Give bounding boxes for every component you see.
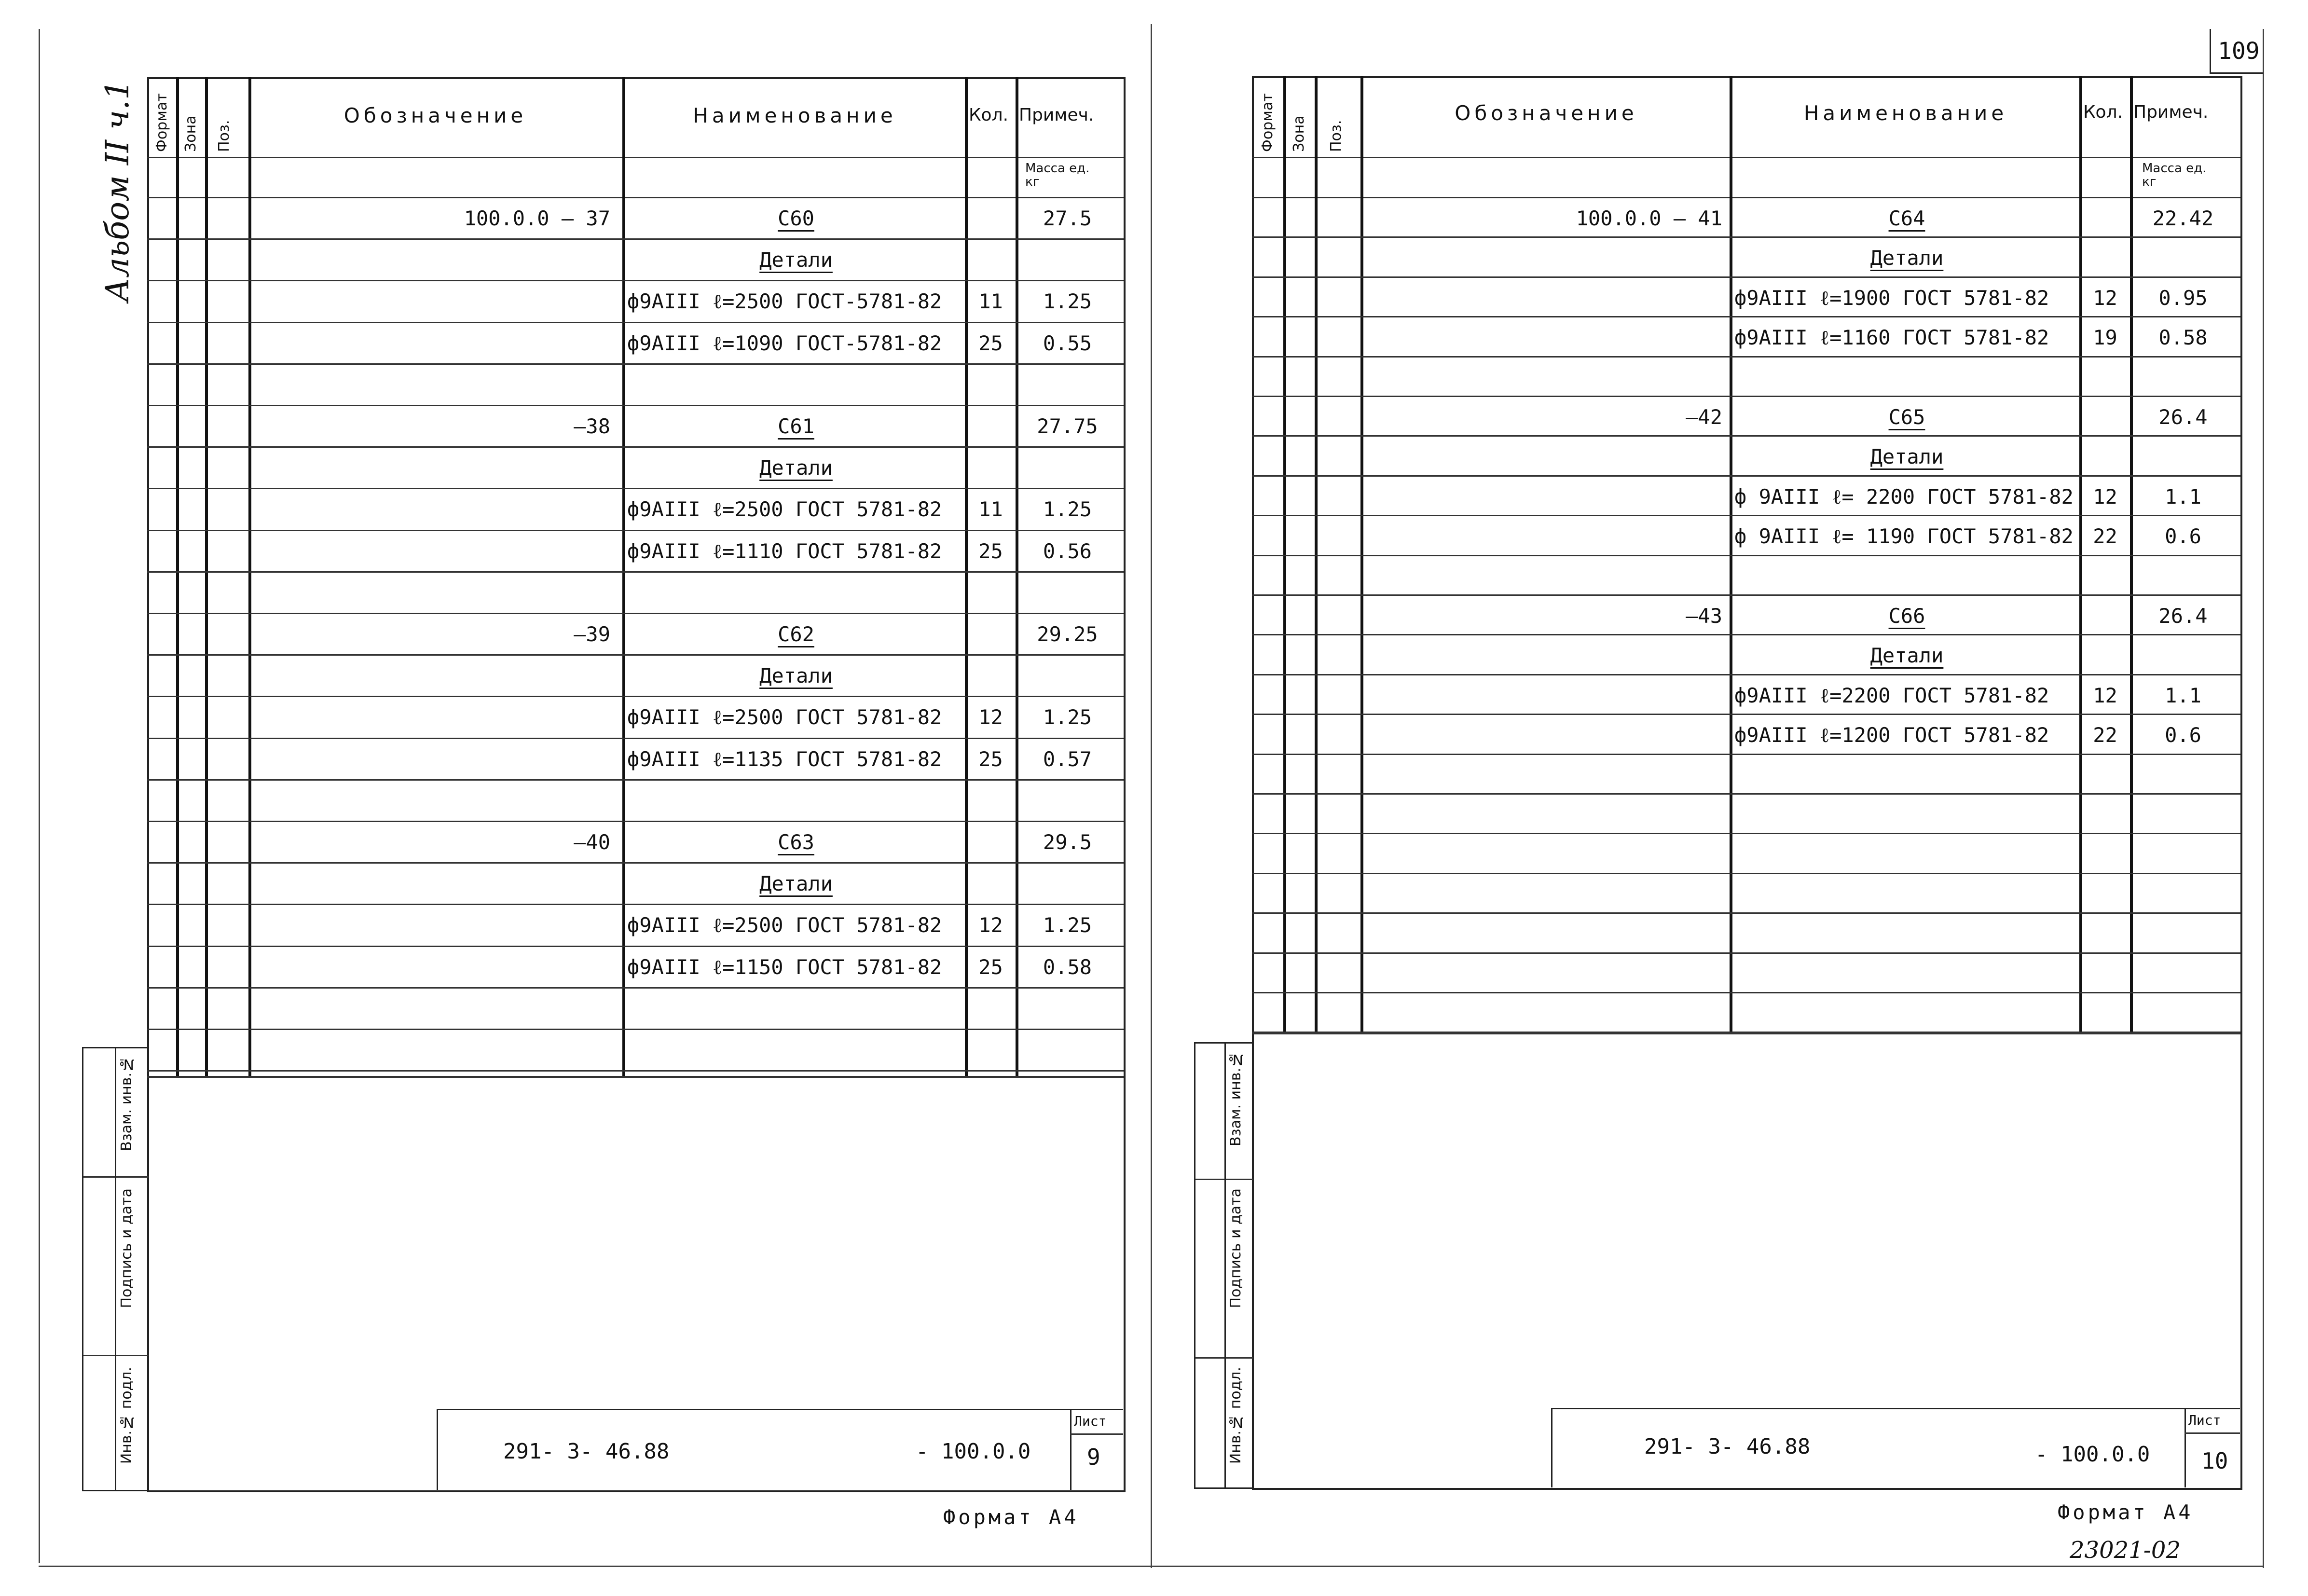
left-sheet-label: Лист — [1074, 1413, 1107, 1429]
right-stamp-code: 291- 3- 46.88 — [1644, 1434, 1811, 1459]
scan-edge-right — [2263, 29, 2264, 1568]
row-name: С65 — [1888, 405, 1925, 429]
row-name: ф9АIII ℓ=1200 ГОСТ 5781-82 — [1734, 723, 2049, 747]
right-sheet-no: 10 — [2201, 1448, 2228, 1474]
row-designation: —43 — [1686, 604, 1722, 628]
left-stamp-doc: - 100.0.0 — [916, 1439, 1031, 1464]
left-side-stamp — [82, 1047, 149, 1491]
row-qty: 25 — [978, 747, 1003, 771]
header-mass: Масса ед. кг — [1025, 161, 1090, 189]
header-note: Примеч. — [1019, 105, 1094, 125]
row-mass: 1.1 — [2165, 683, 2201, 707]
row-line — [147, 280, 1124, 281]
row-line — [147, 779, 1124, 781]
right-side-stamp — [1194, 1042, 1253, 1489]
row-line — [147, 738, 1124, 739]
row-designation: —40 — [574, 830, 610, 854]
row-line — [147, 696, 1124, 697]
row-mass: 0.6 — [2165, 723, 2201, 747]
row-line — [147, 1029, 1124, 1030]
row-line — [1252, 912, 2240, 914]
row-qty: 22 — [2093, 524, 2117, 549]
side-sign-date: Подпись и дата — [118, 1188, 135, 1308]
row-line — [147, 987, 1124, 989]
row-mass: 1.25 — [1043, 289, 1092, 314]
row-line — [147, 821, 1124, 822]
row-name: Детали — [1870, 445, 1944, 469]
row-mass: 1.25 — [1043, 705, 1092, 729]
row-mass: 26.4 — [2158, 405, 2208, 429]
r-header-zone: Зона — [1291, 115, 1307, 152]
row-designation: 100.0.0 — 37 — [464, 206, 610, 230]
row-line — [147, 654, 1124, 656]
row-mass: 27.5 — [1043, 206, 1092, 230]
header-pos: Поз. — [216, 120, 233, 152]
r-side-vzam: Взам. инв.№ — [1227, 1051, 1244, 1146]
r-header-pos: Поз. — [1328, 120, 1345, 152]
row-name: ф9АIII ℓ=1135 ГОСТ 5781-82 — [627, 747, 942, 771]
row-line — [1252, 594, 2240, 596]
row-qty: 22 — [2093, 723, 2117, 747]
row-designation: —38 — [574, 414, 610, 438]
row-mass: 0.56 — [1043, 539, 1092, 563]
left-sheet-no: 9 — [1087, 1444, 1100, 1470]
row-mass: 1.1 — [2165, 484, 2201, 509]
row-line — [1252, 634, 2240, 635]
row-line — [147, 363, 1124, 365]
row-line — [147, 530, 1124, 531]
row-mass: 22.42 — [2152, 206, 2214, 230]
row-name: Детали — [1870, 644, 1944, 668]
row-line — [147, 488, 1124, 489]
side-vzam: Взам. инв.№ — [118, 1056, 135, 1151]
row-qty: 11 — [978, 289, 1003, 314]
row-mass: 0.6 — [2165, 524, 2201, 549]
row-qty: 25 — [978, 331, 1003, 355]
row-line — [147, 322, 1124, 323]
row-name: Детали — [759, 872, 833, 896]
row-line — [147, 946, 1124, 947]
row-name: ф9АIII ℓ=1090 ГОСТ-5781-82 — [627, 331, 942, 355]
row-name: Детали — [1870, 246, 1944, 270]
album-label: Альбом II ч.1 — [99, 80, 136, 302]
row-mass: 0.95 — [2158, 286, 2208, 310]
r-header-format: Формат — [1259, 93, 1276, 152]
row-line — [1252, 396, 2240, 397]
row-line — [1252, 873, 2240, 874]
row-name: Детали — [759, 664, 833, 688]
row-name: С60 — [778, 206, 814, 230]
right-format-label: Формат А4 — [2058, 1500, 2194, 1524]
r-header-designation: Обозначение — [1455, 101, 1638, 125]
row-line — [1252, 555, 2240, 556]
scan-edge-left — [39, 29, 40, 1563]
row-line — [1252, 276, 2240, 278]
row-qty: 19 — [2093, 326, 2117, 350]
row-name: ф 9АIII ℓ= 1190 ГОСТ 5781-82 — [1734, 524, 2074, 549]
row-name: ф9АIII ℓ=2500 ГОСТ 5781-82 — [627, 913, 942, 937]
r-side-sign-date: Подпись и дата — [1227, 1188, 1244, 1308]
row-name: ф 9АIII ℓ= 2200 ГОСТ 5781-82 — [1734, 484, 2074, 509]
right-sheet-label: Лист — [2188, 1412, 2221, 1428]
row-line — [1252, 833, 2240, 834]
header-format: Формат — [153, 93, 170, 152]
page-number-box — [2210, 29, 2264, 74]
row-line — [1252, 316, 2240, 317]
row-line — [1252, 793, 2240, 795]
row-qty: 11 — [978, 497, 1003, 522]
row-line — [1252, 475, 2240, 477]
row-designation: 100.0.0 — 41 — [1576, 206, 1722, 230]
header-qty: Кол. — [969, 105, 1009, 125]
row-line — [147, 238, 1124, 240]
row-line — [147, 405, 1124, 406]
row-qty: 12 — [978, 705, 1003, 729]
row-line — [1252, 515, 2240, 516]
row-name: ф9АIII ℓ=1110 ГОСТ 5781-82 — [627, 539, 942, 563]
row-name: С62 — [778, 622, 814, 646]
row-mass: 29.5 — [1043, 830, 1092, 854]
header-zone: Зона — [182, 115, 199, 152]
row-line — [1252, 714, 2240, 715]
row-qty: 25 — [978, 955, 1003, 979]
row-mass: 1.25 — [1043, 497, 1092, 522]
r-header-name: Наименование — [1803, 101, 2008, 125]
row-line — [1252, 992, 2240, 993]
scan-edge-mid — [1151, 24, 1152, 1568]
row-name: С64 — [1888, 206, 1925, 230]
header-designation: Обозначение — [343, 104, 527, 127]
row-name: ф9АIII ℓ=1900 ГОСТ 5781-82 — [1734, 286, 2049, 310]
row-name: С63 — [778, 830, 814, 854]
archive-number: 23021-02 — [2070, 1537, 2181, 1564]
row-line — [147, 1070, 1124, 1072]
row-name: ф9АIII ℓ=2500 ГОСТ 5781-82 — [627, 497, 942, 522]
row-name: С61 — [778, 414, 814, 438]
r-side-inv-orig: Инв.№ подл. — [1227, 1367, 1244, 1464]
row-designation: —39 — [574, 622, 610, 646]
row-name: С66 — [1888, 604, 1925, 628]
row-mass: 29.25 — [1037, 622, 1098, 646]
row-qty: 25 — [978, 539, 1003, 563]
r-header-note: Примеч. — [2133, 102, 2209, 122]
row-name: ф9АIII ℓ=2200 ГОСТ 5781-82 — [1734, 683, 2049, 707]
header-name: Наименование — [693, 104, 897, 127]
row-name: ф9АIII ℓ=2500 ГОСТ 5781-82 — [627, 705, 942, 729]
row-qty: 12 — [2093, 683, 2117, 707]
page-number: 109 — [2218, 38, 2260, 65]
row-line — [1252, 674, 2240, 675]
left-stamp-code: 291- 3- 46.88 — [503, 1439, 670, 1464]
row-line — [1252, 356, 2240, 358]
scan-edge-bottom — [39, 1566, 2263, 1567]
row-line — [147, 862, 1124, 864]
row-qty: 12 — [978, 913, 1003, 937]
row-mass: 27.75 — [1037, 414, 1098, 438]
row-mass: 1.25 — [1043, 913, 1092, 937]
right-stamp-doc: - 100.0.0 — [2035, 1442, 2150, 1467]
r-header-mass: Масса ед. кг — [2142, 161, 2207, 189]
row-line — [1252, 952, 2240, 954]
row-qty: 12 — [2093, 286, 2117, 310]
row-line — [147, 571, 1124, 573]
row-line — [1252, 754, 2240, 755]
row-line — [1252, 236, 2240, 238]
row-name: ф9АIII ℓ=1150 ГОСТ 5781-82 — [627, 955, 942, 979]
left-format-label: Формат А4 — [943, 1505, 1079, 1529]
row-name: Детали — [759, 456, 833, 480]
row-line — [147, 446, 1124, 448]
row-qty: 12 — [2093, 484, 2117, 509]
row-name: ф9АIII ℓ=2500 ГОСТ-5781-82 — [627, 289, 942, 314]
left-title-block — [437, 1409, 1123, 1490]
row-mass: 0.58 — [2158, 326, 2208, 350]
row-mass: 0.55 — [1043, 331, 1092, 355]
side-inv-orig: Инв.№ подл. — [118, 1367, 135, 1464]
right-title-block — [1551, 1408, 2240, 1487]
row-mass: 26.4 — [2158, 604, 2208, 628]
row-line — [147, 613, 1124, 614]
row-name: Детали — [759, 248, 833, 272]
row-mass: 0.57 — [1043, 747, 1092, 771]
row-line — [1252, 435, 2240, 437]
row-name: ф9АIII ℓ=1160 ГОСТ 5781-82 — [1734, 326, 2049, 350]
row-mass: 0.58 — [1043, 955, 1092, 979]
row-designation: —42 — [1686, 405, 1722, 429]
row-line — [147, 904, 1124, 905]
r-header-qty: Кол. — [2083, 102, 2123, 122]
